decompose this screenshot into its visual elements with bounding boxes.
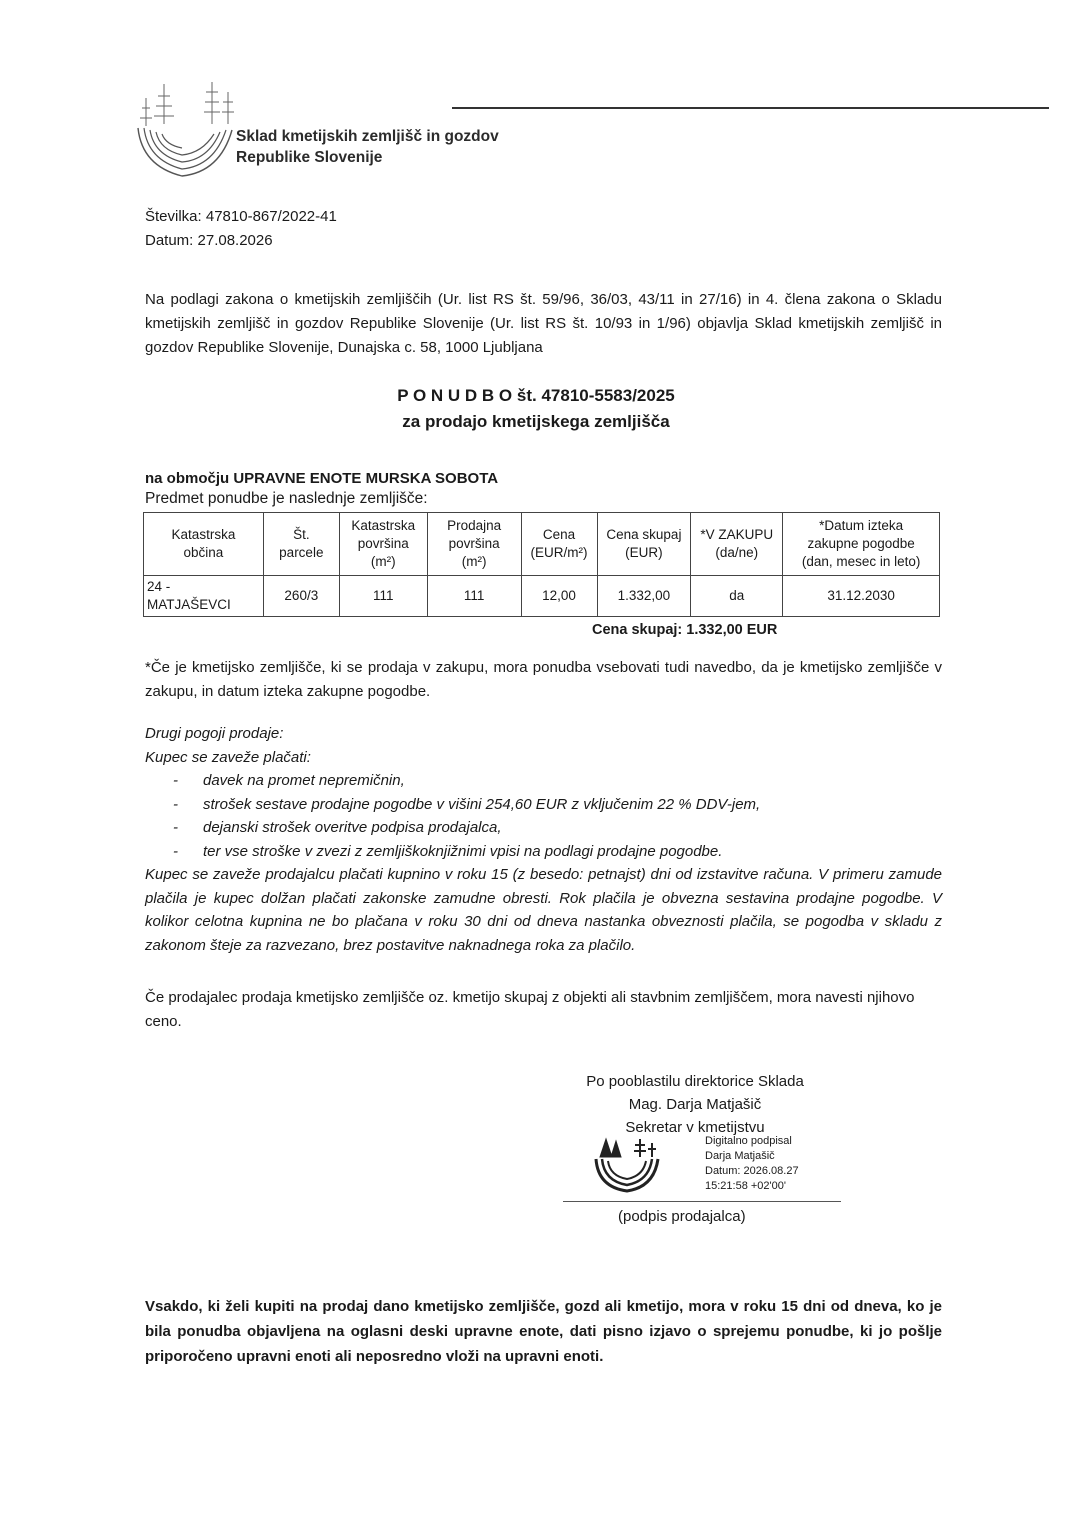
signature-caption: (podpis prodajalca) [618, 1208, 746, 1225]
digital-signature-text [705, 1134, 799, 1194]
column-header-line: parcele [279, 545, 324, 560]
signature-authority: Po pooblastilu direktorice Sklada [586, 1073, 804, 1090]
column-header-line: Katastrska [171, 527, 236, 542]
list-item: - strošek sestave prodajne pogodbe v višini 254,60 EUR z vključenim 22 % DDV-jem, [173, 793, 942, 817]
table-cell: 24 - MATJAŠEVCI [144, 576, 264, 617]
fund-logo-icon [128, 78, 240, 190]
intro-paragraph: Na podlagi zakona o kmetijskih zemljiščih (Ur. list RS št. 59/96, 36/03, 43/11 in 27/16) in 4. člena zakona o Skladu kmetijskih zemljišč in gozdov Republike Slovenije (Ur. list RS št. 10/93 in 1/96) objavlja Sklad kmetijskih zemljišč in gozdov Republike Slovenije, Dunajska c. 58, 1000 Ljubljana [145, 291, 942, 356]
acceptance-notice: Vsakdo, ki želi kupiti na prodaj dano kmetijsko zemljišče, gozd ali kmetijo, mora v roku 15 dni od dneva, ko je bila ponudba objavljena na oglasni deski upravne enote, dati pisno izjavo o sprejemu ponudbe, ki jo pošlje priporočeno upravni enoti ali neposredno vloži na upravni enoti. [145, 1298, 942, 1365]
column-header-line: *V ZAKUPU [700, 527, 774, 542]
signature-block [540, 1070, 850, 1139]
signatory-name: Mag. Darja Matjašič [628, 1096, 762, 1113]
column-header-line: površina [448, 536, 500, 551]
column-header-line: *Datum izteka [819, 518, 904, 533]
payment-terms: Kupec se zaveže prodajalcu plačati kupnino v roku 15 (z besedo: petnajst) dni od izstavitve računa. V primeru zamude plačila je kupec dolžan plačati zakonske zamudne obresti. Rok plačila je obvezna sestavina prodajne pogodbe. V kolikor celotna kupnina ne bo plačana v roku 30 dni od dneva nastanka obveznosti plačila, se pogodba v skladu z zakonom šteje za razvezano, brez postavitve naknadnega roka za plačilo. [145, 866, 942, 954]
document-number: Številka: 47810-867/2022-41 [145, 208, 337, 225]
table-cell: da [691, 576, 783, 617]
table-cell: 260/3 [263, 576, 339, 617]
buyer-obligations-intro: Kupec se zaveže plačati: [145, 748, 311, 766]
org-name-line1: Sklad kmetijskih zemljišč in gozdov [236, 128, 499, 145]
column-header-line: Katastrska [351, 518, 416, 533]
signatory-title: Sekretar v kmetijstvu [625, 1119, 765, 1136]
column-header-line: (m²) [370, 554, 396, 569]
offer-title-line1 [145, 383, 927, 409]
column-header-line: Cena [542, 527, 576, 542]
list-item: - ter vse stroške v zvezi z zemljiškoknjižnimi vpisi na podlagi prodajne pogodbe. [173, 840, 942, 864]
conditions-heading: Drugi pogoji prodaje: [145, 725, 284, 742]
column-header [144, 513, 264, 576]
column-header-line: zakupne pogodbe [807, 536, 915, 551]
column-header-line: (dan, mesec in leto) [801, 554, 921, 569]
column-header [521, 513, 597, 576]
column-header [783, 513, 940, 576]
digital-signature-line: Datum: 2026.08.27 [705, 1165, 799, 1177]
column-header-line: (da/ne) [715, 545, 759, 560]
lease-note: *Če je kmetijsko zemljišče, ki se prodaja v zakupu, mora ponudba vsebovati tudi navedbo, da je kmetijsko zemljišče v zakupu, in datum izteka zakupne pogodbe. [145, 659, 942, 700]
document-date: Datum: 27.08.2026 [145, 232, 273, 249]
offer-title [145, 383, 927, 435]
column-header-line: Cena skupaj [606, 527, 682, 542]
column-header [691, 513, 783, 576]
column-header-line: (EUR) [625, 545, 663, 560]
land-table [143, 512, 940, 617]
table-cell: 1.332,00 [597, 576, 691, 617]
digital-signature-logo-icon [592, 1137, 662, 1195]
table-cell: 31.12.2030 [783, 576, 940, 617]
column-header [339, 513, 427, 576]
column-header-line: (m²) [461, 554, 487, 569]
table-header-row [144, 513, 940, 576]
table-cell: 111 [339, 576, 427, 617]
column-header-line: (EUR/m²) [530, 545, 588, 560]
column-header [263, 513, 339, 576]
org-name-line2: Republike Slovenije [236, 149, 383, 166]
seller-note: Če prodajalec prodaja kmetijsko zemljišče oz. kmetijo skupaj z objekti ali stavbnim zemljiščem, mora navesti njihovo ceno. [145, 989, 915, 1030]
offer-title-line2: za prodajo kmetijskega zemljišča [402, 412, 670, 431]
sale-conditions [145, 722, 942, 957]
digital-signature-line: Digitalno podpisal [705, 1135, 792, 1147]
column-header [427, 513, 521, 576]
digital-signature-line: 15:21:58 +02'00' [705, 1180, 786, 1192]
header-divider [452, 107, 1049, 109]
list-item: - davek na promet nepremičnin, [173, 769, 942, 793]
signature-line [563, 1201, 841, 1202]
buyer-obligations-list [145, 769, 942, 863]
offer-title-number: št. 47810-5583/2025 [512, 386, 675, 405]
table-cell: 111 [427, 576, 521, 617]
column-header-line: občina [183, 545, 224, 560]
org-name [236, 126, 499, 168]
table-row [144, 576, 940, 617]
total-price: Cena skupaj: 1.332,00 EUR [592, 622, 778, 638]
digital-signature-line: Darja Matjašič [705, 1150, 775, 1162]
offer-subject: Predmet ponudbe je naslednje zemljišče: [145, 490, 428, 507]
document-meta [145, 205, 337, 253]
administrative-area: na območju UPRAVNE ENOTE MURSKA SOBOTA [145, 470, 499, 487]
offer-title-spaced: P O N U D B O [397, 386, 513, 405]
column-header-line: Št. [293, 527, 310, 542]
column-header-line: površina [357, 536, 409, 551]
column-header [597, 513, 691, 576]
column-header-line: Prodajna [447, 518, 502, 533]
list-item: - dejanski strošek overitve podpisa prodajalca, [173, 816, 942, 840]
table-cell: 12,00 [521, 576, 597, 617]
